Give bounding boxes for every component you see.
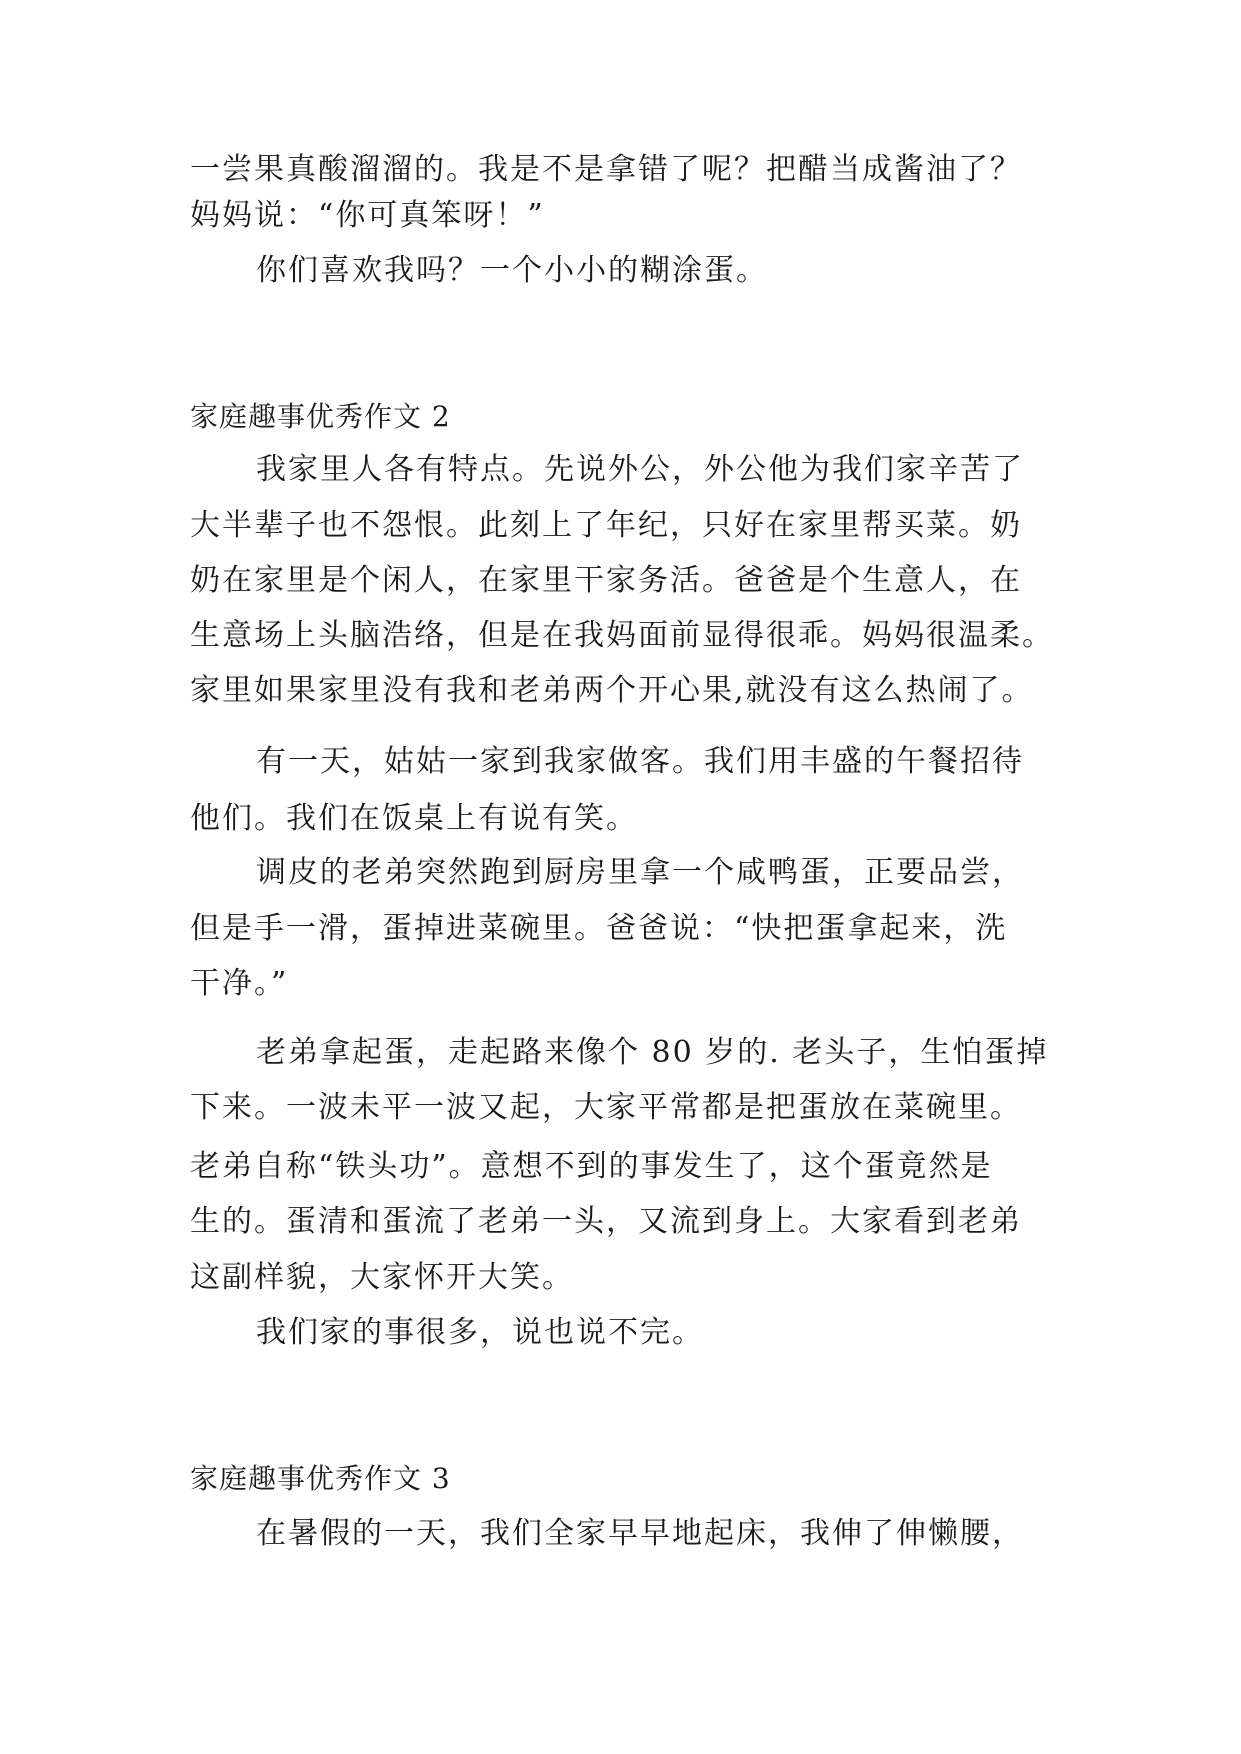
section-heading: 家庭趣事优秀作文 3	[190, 1462, 451, 1495]
paragraph-line: 你们喜欢我吗？一个小小的糊涂蛋。	[256, 253, 768, 288]
paragraph-line: 下来。一波未平一波又起，大家平常都是把蛋放在菜碗里。	[190, 1090, 1022, 1125]
paragraph-line: 但是手一滑，蛋掉进菜碗里。爸爸说：“快把蛋拿起来，洗	[190, 911, 1008, 946]
paragraph-line: 老弟自称“铁头功”。意想不到的事发生了，这个蛋竟然是	[190, 1149, 993, 1184]
paragraph-line: 他们。我们在饭桌上有说有笑。	[190, 801, 638, 836]
paragraph-line: 调皮的老弟突然跑到厨房里拿一个咸鸭蛋，正要品尝，	[256, 855, 1024, 890]
paragraph-line: 奶在家里是个闲人，在家里干家务活。爸爸是个生意人，在	[190, 563, 1022, 598]
paragraph-line: 大半辈子也不怨恨。此刻上了年纪，只好在家里帮买菜。奶	[190, 508, 1022, 543]
paragraph-line: 一尝果真酸溜溜的。我是不是拿错了呢？把醋当成酱油了？	[190, 152, 1022, 187]
paragraph-line: 这副样貌，大家怀开大笑。	[190, 1260, 574, 1295]
paragraph-line: 生的。蛋清和蛋流了老弟一头，又流到身上。大家看到老弟	[190, 1204, 1022, 1239]
paragraph-line: 我家里人各有特点。先说外公，外公他为我们家辛苦了	[256, 452, 1024, 487]
paragraph-line: 家里如果家里没有我和老弟两个开心果,就没有这么热闹了。	[190, 673, 1034, 708]
paragraph-line: 老弟拿起蛋，走起路来像个 80 岁的. 老头子，生怕蛋掉	[256, 1035, 1049, 1070]
paragraph-line: 妈妈说：“你可真笨呀！”	[190, 198, 545, 233]
paragraph-line: 生意场上头脑浩络，但是在我妈面前显得很乖。妈妈很温柔。	[190, 618, 1054, 653]
paragraph-line: 我们家的事很多，说也说不完。	[256, 1315, 704, 1350]
section-heading: 家庭趣事优秀作文 2	[190, 400, 451, 433]
paragraph-line: 干净。”	[190, 966, 289, 1001]
paragraph-line: 有一天，姑姑一家到我家做客。我们用丰盛的午餐招待	[256, 744, 1024, 779]
paragraph-line: 在暑假的一天，我们全家早早地起床，我伸了伸懒腰，	[256, 1516, 1024, 1551]
